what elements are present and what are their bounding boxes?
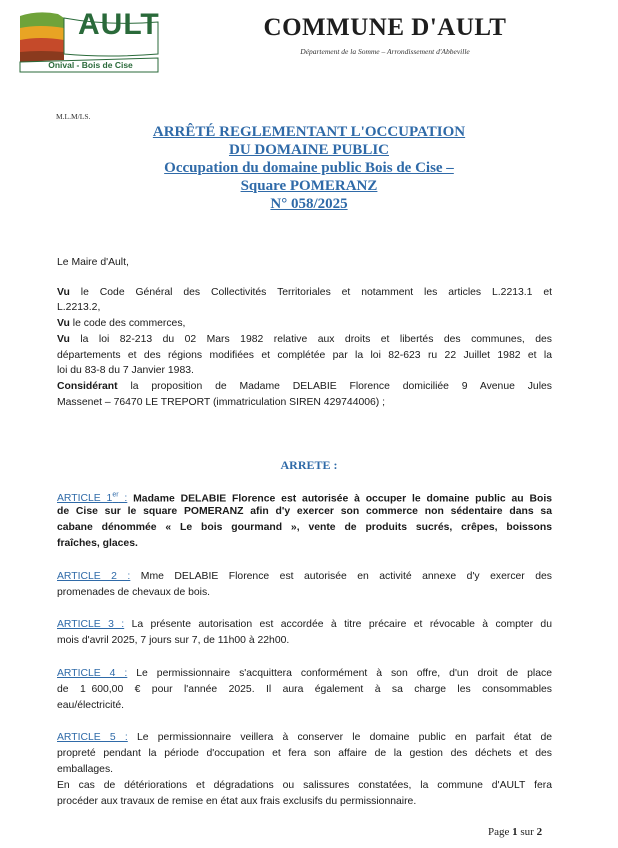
- considerant-text: la proposition de Madame DELABIE Florence domiciliée 9 Avenue Jules: [117, 381, 552, 392]
- heading-line-2: DU DOMAINE PUBLIC: [228, 142, 389, 158]
- page-title: COMMUNE D'AULT: [263, 14, 507, 41]
- article-2-line-1: [57, 569, 552, 584]
- vu-line-3a: [57, 332, 552, 347]
- article-1-label: ARTICLE 1er :: [57, 492, 128, 505]
- intro-text: Le Maire d'Ault,: [57, 257, 129, 268]
- heading-line-1: ARRÊTÉ REGLEMENTANT L'OCCUPATION: [152, 124, 466, 140]
- article-5-label: ARTICLE 5 :: [57, 732, 128, 743]
- page-subtitle: Département de la Somme – Arrondissement d'Abbeville: [300, 47, 470, 56]
- vu-line-1b: L.2213.2,: [57, 302, 101, 313]
- article-4-line-2: de 1 600,00 € pour l'année 2025. Il aura également à sa charge les consommables: [57, 684, 552, 695]
- vu-keyword: Vu: [57, 334, 70, 345]
- vu-keyword: Vu: [57, 318, 70, 329]
- article-1-line-3: cabane dénommée « Le bois gourmand », vente de produits sucrés, crêpes, boissons: [57, 522, 552, 533]
- article-5-line-1: [57, 730, 552, 745]
- article-1-line-2: de Cise sur le square POMERANZ afin d'y exercer son commerce non sédentaire dans sa: [57, 506, 552, 517]
- article-5-line-5: procéder aux travaux de remise en état aux frais exclusifs du permissionnaire.: [57, 796, 417, 807]
- vu-keyword: Vu: [57, 287, 70, 298]
- heading-line-5: N° 058/2025: [270, 196, 348, 212]
- arrete-heading: ARRETE :: [280, 458, 338, 472]
- vu-text: le code des commerces,: [69, 318, 186, 329]
- article-3-label: ARTICLE 3 :: [57, 619, 125, 630]
- logo-tagline: Onival - Bois de Cise: [48, 60, 133, 70]
- considerant-line-a: [57, 379, 552, 394]
- heading-line-3: Occupation du domaine public Bois de Cise –: [164, 160, 454, 176]
- article-5-line-4: En cas de détériorations et dégradations ou salissures constatées, la commune d'AULT fera: [57, 780, 552, 791]
- considerant-line-b: Massenet – 76470 LE TREPORT (immatriculation SIREN 429744006) ;: [57, 397, 386, 408]
- article-4-label: ARTICLE 4 :: [57, 668, 128, 679]
- article-3-text: La présente autorisation est accordée à titre précaire et révocable à compter du: [124, 619, 552, 630]
- article-4-line-1: [57, 666, 552, 681]
- article-2-line-2: promenades de chevaux de bois.: [57, 587, 211, 598]
- article-4-line-3: eau/électricité.: [57, 700, 124, 711]
- considerant-keyword: Considérant: [57, 381, 118, 392]
- article-5-line-2: propreté pendant la période d'occupation et fera son affaire de la gestion des déchets et des: [57, 748, 552, 759]
- reference-code: M.L.M/LS.: [56, 112, 91, 121]
- article-5-text: Le permissionnaire veillera à conserver le domaine public en parfait état de: [127, 732, 553, 743]
- vu-text: le Code Général des Collectivités Territoriales et notamment les articles L.2213.1 et: [69, 287, 552, 298]
- article-1-line-4: fraîches, glaces.: [57, 538, 138, 549]
- vu-line-1a: [57, 285, 552, 300]
- page-number: Page 1 sur 2: [488, 826, 543, 838]
- vu-line-3b: départements et des régions modifiées et complétée par la loi 82-623 ru 22 Juillet 1982 et la: [57, 350, 552, 361]
- article-1-text: Madame DELABIE Florence est autorisée à occuper le domaine public au Bois: [127, 493, 552, 505]
- article-5-line-3: emballages.: [57, 764, 114, 775]
- article-3-line-2: mois d'avril 2025, 7 jours sur 7, de 11h00 à 22h00.: [57, 635, 290, 646]
- vu-text: la loi 82-213 du 02 Mars 1982 relative aux droits et libertés des communes, des: [69, 334, 552, 345]
- article-3-line-1: [57, 617, 552, 632]
- article-2-label: ARTICLE 2 :: [57, 571, 131, 582]
- logo-wordmark: AULT: [78, 8, 160, 41]
- vu-line-2: [57, 316, 552, 331]
- heading-line-4: Square POMERANZ: [240, 178, 378, 194]
- vu-line-3c: loi du 83-8 du 7 Janvier 1983.: [57, 365, 194, 376]
- article-2-text: Mme DELABIE Florence est autorisée en activité annexe d'y exercer des: [130, 571, 552, 582]
- article-4-text: Le permissionnaire s'acquittera conformément à son offre, d'un droit de place: [127, 668, 552, 679]
- ault-logo: [18, 8, 166, 74]
